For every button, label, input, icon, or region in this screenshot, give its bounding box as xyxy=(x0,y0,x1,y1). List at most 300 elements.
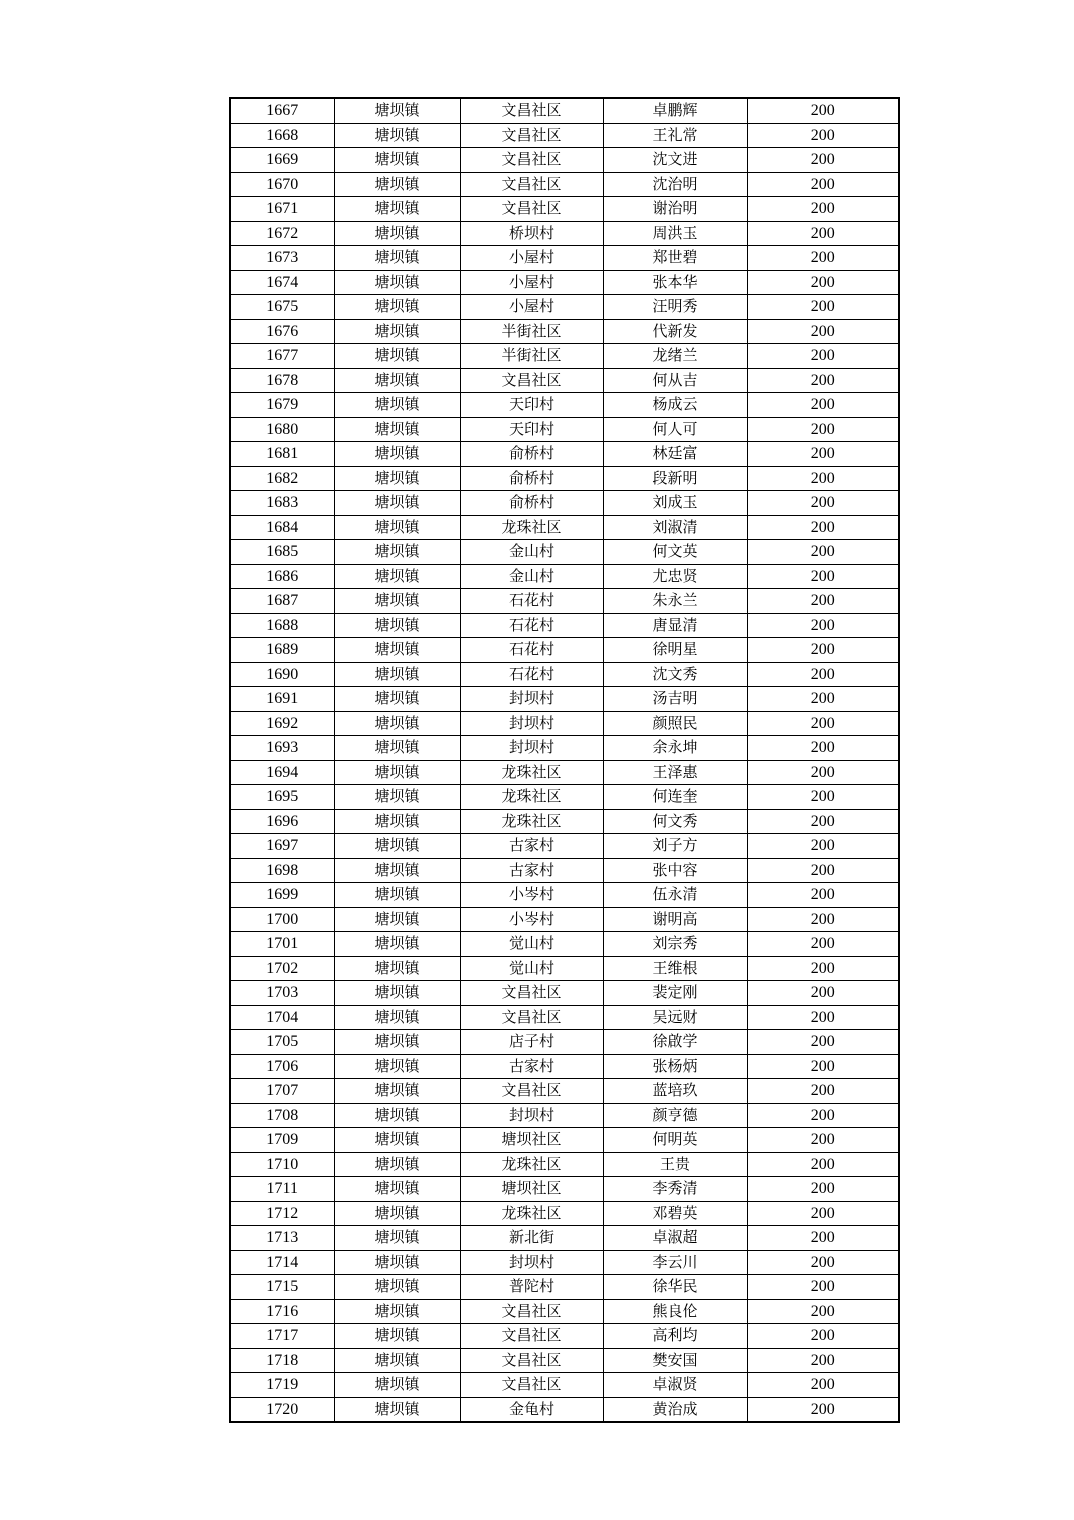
cell-town: 塘坝镇 xyxy=(334,932,460,957)
cell-name: 周洪玉 xyxy=(603,221,747,246)
table-row xyxy=(230,1397,899,1422)
cell-index: 1710 xyxy=(230,1152,334,1177)
table-row xyxy=(230,785,899,810)
cell-amount: 200 xyxy=(747,883,899,908)
cell-name: 卓鹏辉 xyxy=(603,98,747,123)
cell-town: 塘坝镇 xyxy=(334,956,460,981)
cell-village: 封坝村 xyxy=(460,1103,603,1128)
cell-village: 文昌社区 xyxy=(460,197,603,222)
table-row xyxy=(230,540,899,565)
cell-town: 塘坝镇 xyxy=(334,687,460,712)
cell-index: 1705 xyxy=(230,1030,334,1055)
cell-amount: 200 xyxy=(747,638,899,663)
cell-village: 店子村 xyxy=(460,1030,603,1055)
cell-name: 卓淑贤 xyxy=(603,1373,747,1398)
cell-village: 觉山村 xyxy=(460,956,603,981)
cell-amount: 200 xyxy=(747,662,899,687)
cell-amount: 200 xyxy=(747,1373,899,1398)
cell-village: 文昌社区 xyxy=(460,172,603,197)
cell-name: 裴定刚 xyxy=(603,981,747,1006)
cell-village: 小岑村 xyxy=(460,907,603,932)
table-row xyxy=(230,1299,899,1324)
cell-town: 塘坝镇 xyxy=(334,148,460,173)
cell-index: 1689 xyxy=(230,638,334,663)
cell-index: 1702 xyxy=(230,956,334,981)
cell-town: 塘坝镇 xyxy=(334,1201,460,1226)
cell-index: 1682 xyxy=(230,466,334,491)
cell-amount: 200 xyxy=(747,442,899,467)
cell-name: 高利均 xyxy=(603,1324,747,1349)
cell-amount: 200 xyxy=(747,515,899,540)
table-row xyxy=(230,736,899,761)
cell-amount: 200 xyxy=(747,540,899,565)
cell-name: 徐啟学 xyxy=(603,1030,747,1055)
cell-amount: 200 xyxy=(747,589,899,614)
cell-village: 文昌社区 xyxy=(460,1299,603,1324)
table-row xyxy=(230,907,899,932)
cell-amount: 200 xyxy=(747,613,899,638)
cell-name: 黄治成 xyxy=(603,1397,747,1422)
cell-town: 塘坝镇 xyxy=(334,1128,460,1153)
cell-town: 塘坝镇 xyxy=(334,613,460,638)
table-row xyxy=(230,1177,899,1202)
cell-village: 金山村 xyxy=(460,564,603,589)
table-row xyxy=(230,1054,899,1079)
table-row xyxy=(230,98,899,123)
cell-index: 1673 xyxy=(230,246,334,271)
cell-village: 俞桥村 xyxy=(460,491,603,516)
cell-index: 1709 xyxy=(230,1128,334,1153)
cell-name: 邓碧英 xyxy=(603,1201,747,1226)
cell-village: 新北街 xyxy=(460,1226,603,1251)
cell-amount: 200 xyxy=(747,687,899,712)
cell-village: 石花村 xyxy=(460,613,603,638)
cell-town: 塘坝镇 xyxy=(334,221,460,246)
table-row xyxy=(230,1201,899,1226)
cell-index: 1719 xyxy=(230,1373,334,1398)
cell-amount: 200 xyxy=(747,197,899,222)
cell-amount: 200 xyxy=(747,785,899,810)
cell-name: 何人可 xyxy=(603,417,747,442)
cell-index: 1687 xyxy=(230,589,334,614)
cell-name: 何明英 xyxy=(603,1128,747,1153)
cell-index: 1707 xyxy=(230,1079,334,1104)
cell-name: 郑世碧 xyxy=(603,246,747,271)
cell-name: 徐华民 xyxy=(603,1275,747,1300)
cell-amount: 200 xyxy=(747,368,899,393)
cell-name: 何从吉 xyxy=(603,368,747,393)
cell-village: 石花村 xyxy=(460,638,603,663)
cell-index: 1677 xyxy=(230,344,334,369)
cell-amount: 200 xyxy=(747,270,899,295)
cell-amount: 200 xyxy=(747,98,899,123)
table-row xyxy=(230,123,899,148)
cell-town: 塘坝镇 xyxy=(334,246,460,271)
cell-index: 1720 xyxy=(230,1397,334,1422)
cell-index: 1680 xyxy=(230,417,334,442)
cell-town: 塘坝镇 xyxy=(334,1177,460,1202)
cell-name: 何文英 xyxy=(603,540,747,565)
cell-name: 李云川 xyxy=(603,1250,747,1275)
cell-village: 桥坝村 xyxy=(460,221,603,246)
cell-amount: 200 xyxy=(747,564,899,589)
cell-village: 文昌社区 xyxy=(460,981,603,1006)
table-row xyxy=(230,319,899,344)
cell-amount: 200 xyxy=(747,393,899,418)
cell-name: 何文秀 xyxy=(603,809,747,834)
cell-name: 唐显清 xyxy=(603,613,747,638)
cell-amount: 200 xyxy=(747,1030,899,1055)
cell-village: 文昌社区 xyxy=(460,1324,603,1349)
cell-name: 汤吉明 xyxy=(603,687,747,712)
table-row xyxy=(230,246,899,271)
table-row xyxy=(230,197,899,222)
cell-town: 塘坝镇 xyxy=(334,638,460,663)
cell-amount: 200 xyxy=(747,907,899,932)
cell-name: 刘子方 xyxy=(603,834,747,859)
cell-town: 塘坝镇 xyxy=(334,98,460,123)
table-row xyxy=(230,1152,899,1177)
cell-name: 段新明 xyxy=(603,466,747,491)
cell-village: 龙珠社区 xyxy=(460,809,603,834)
table-row xyxy=(230,1250,899,1275)
cell-amount: 200 xyxy=(747,858,899,883)
cell-amount: 200 xyxy=(747,148,899,173)
cell-amount: 200 xyxy=(747,466,899,491)
cell-amount: 200 xyxy=(747,1177,899,1202)
cell-name: 吴远财 xyxy=(603,1005,747,1030)
cell-town: 塘坝镇 xyxy=(334,295,460,320)
cell-village: 天印村 xyxy=(460,417,603,442)
cell-village: 文昌社区 xyxy=(460,98,603,123)
cell-name: 徐明星 xyxy=(603,638,747,663)
cell-name: 朱永兰 xyxy=(603,589,747,614)
cell-amount: 200 xyxy=(747,246,899,271)
cell-town: 塘坝镇 xyxy=(334,466,460,491)
cell-village: 文昌社区 xyxy=(460,123,603,148)
cell-index: 1701 xyxy=(230,932,334,957)
cell-index: 1692 xyxy=(230,711,334,736)
cell-village: 俞桥村 xyxy=(460,442,603,467)
cell-village: 文昌社区 xyxy=(460,1005,603,1030)
cell-town: 塘坝镇 xyxy=(334,344,460,369)
table-row xyxy=(230,1324,899,1349)
cell-village: 小屋村 xyxy=(460,295,603,320)
table-row xyxy=(230,662,899,687)
cell-amount: 200 xyxy=(747,1275,899,1300)
cell-index: 1667 xyxy=(230,98,334,123)
cell-amount: 200 xyxy=(747,760,899,785)
cell-index: 1703 xyxy=(230,981,334,1006)
cell-village: 塘坝社区 xyxy=(460,1128,603,1153)
cell-amount: 200 xyxy=(747,1103,899,1128)
cell-village: 古家村 xyxy=(460,834,603,859)
table-row xyxy=(230,221,899,246)
cell-village: 龙珠社区 xyxy=(460,515,603,540)
table-row xyxy=(230,270,899,295)
table-row xyxy=(230,368,899,393)
cell-amount: 200 xyxy=(747,1324,899,1349)
cell-name: 沈文进 xyxy=(603,148,747,173)
cell-town: 塘坝镇 xyxy=(334,1030,460,1055)
cell-index: 1671 xyxy=(230,197,334,222)
cell-amount: 200 xyxy=(747,1201,899,1226)
cell-amount: 200 xyxy=(747,1079,899,1104)
cell-index: 1718 xyxy=(230,1348,334,1373)
cell-town: 塘坝镇 xyxy=(334,1250,460,1275)
table-row xyxy=(230,638,899,663)
cell-town: 塘坝镇 xyxy=(334,1226,460,1251)
cell-village: 龙珠社区 xyxy=(460,1201,603,1226)
cell-index: 1669 xyxy=(230,148,334,173)
cell-village: 文昌社区 xyxy=(460,1079,603,1104)
cell-index: 1690 xyxy=(230,662,334,687)
cell-amount: 200 xyxy=(747,1250,899,1275)
cell-amount: 200 xyxy=(747,1128,899,1153)
cell-name: 王维根 xyxy=(603,956,747,981)
cell-village: 文昌社区 xyxy=(460,368,603,393)
cell-town: 塘坝镇 xyxy=(334,368,460,393)
table-row xyxy=(230,466,899,491)
cell-town: 塘坝镇 xyxy=(334,540,460,565)
cell-name: 刘宗秀 xyxy=(603,932,747,957)
cell-name: 沈文秀 xyxy=(603,662,747,687)
cell-amount: 200 xyxy=(747,172,899,197)
cell-village: 半街社区 xyxy=(460,319,603,344)
cell-amount: 200 xyxy=(747,1226,899,1251)
table-row xyxy=(230,148,899,173)
cell-index: 1685 xyxy=(230,540,334,565)
cell-amount: 200 xyxy=(747,1152,899,1177)
cell-village: 文昌社区 xyxy=(460,1348,603,1373)
cell-amount: 200 xyxy=(747,956,899,981)
cell-index: 1676 xyxy=(230,319,334,344)
cell-town: 塘坝镇 xyxy=(334,1324,460,1349)
table-row xyxy=(230,1030,899,1055)
table-row xyxy=(230,442,899,467)
cell-name: 李秀清 xyxy=(603,1177,747,1202)
cell-index: 1684 xyxy=(230,515,334,540)
cell-index: 1672 xyxy=(230,221,334,246)
cell-town: 塘坝镇 xyxy=(334,123,460,148)
cell-amount: 200 xyxy=(747,736,899,761)
cell-name: 蓝培玖 xyxy=(603,1079,747,1104)
cell-town: 塘坝镇 xyxy=(334,736,460,761)
cell-index: 1695 xyxy=(230,785,334,810)
cell-town: 塘坝镇 xyxy=(334,491,460,516)
cell-village: 古家村 xyxy=(460,1054,603,1079)
cell-amount: 200 xyxy=(747,932,899,957)
cell-village: 封坝村 xyxy=(460,711,603,736)
cell-village: 龙珠社区 xyxy=(460,785,603,810)
table-row xyxy=(230,858,899,883)
cell-town: 塘坝镇 xyxy=(334,1348,460,1373)
cell-name: 伍永清 xyxy=(603,883,747,908)
cell-town: 塘坝镇 xyxy=(334,711,460,736)
table-row xyxy=(230,932,899,957)
cell-amount: 200 xyxy=(747,1299,899,1324)
cell-village: 封坝村 xyxy=(460,736,603,761)
cell-amount: 200 xyxy=(747,1348,899,1373)
cell-name: 谢治明 xyxy=(603,197,747,222)
cell-amount: 200 xyxy=(747,1005,899,1030)
cell-village: 金山村 xyxy=(460,540,603,565)
cell-town: 塘坝镇 xyxy=(334,1397,460,1422)
cell-town: 塘坝镇 xyxy=(334,1373,460,1398)
cell-town: 塘坝镇 xyxy=(334,834,460,859)
cell-name: 汪明秀 xyxy=(603,295,747,320)
cell-index: 1712 xyxy=(230,1201,334,1226)
cell-name: 代新发 xyxy=(603,319,747,344)
cell-name: 余永坤 xyxy=(603,736,747,761)
cell-index: 1694 xyxy=(230,760,334,785)
cell-name: 龙绪兰 xyxy=(603,344,747,369)
cell-index: 1713 xyxy=(230,1226,334,1251)
cell-village: 天印村 xyxy=(460,393,603,418)
table-row xyxy=(230,711,899,736)
cell-village: 半街社区 xyxy=(460,344,603,369)
cell-amount: 200 xyxy=(747,344,899,369)
table-row xyxy=(230,1005,899,1030)
table-row xyxy=(230,1348,899,1373)
cell-village: 文昌社区 xyxy=(460,148,603,173)
cell-town: 塘坝镇 xyxy=(334,981,460,1006)
cell-index: 1683 xyxy=(230,491,334,516)
cell-index: 1668 xyxy=(230,123,334,148)
cell-amount: 200 xyxy=(747,319,899,344)
cell-amount: 200 xyxy=(747,809,899,834)
cell-name: 刘成玉 xyxy=(603,491,747,516)
cell-town: 塘坝镇 xyxy=(334,172,460,197)
cell-name: 王泽惠 xyxy=(603,760,747,785)
cell-town: 塘坝镇 xyxy=(334,907,460,932)
cell-town: 塘坝镇 xyxy=(334,197,460,222)
cell-amount: 200 xyxy=(747,834,899,859)
cell-index: 1693 xyxy=(230,736,334,761)
table-row xyxy=(230,956,899,981)
cell-town: 塘坝镇 xyxy=(334,319,460,344)
cell-town: 塘坝镇 xyxy=(334,393,460,418)
cell-index: 1679 xyxy=(230,393,334,418)
cell-name: 卓淑超 xyxy=(603,1226,747,1251)
cell-index: 1715 xyxy=(230,1275,334,1300)
cell-amount: 200 xyxy=(747,1397,899,1422)
cell-town: 塘坝镇 xyxy=(334,417,460,442)
cell-town: 塘坝镇 xyxy=(334,564,460,589)
cell-name: 王礼常 xyxy=(603,123,747,148)
cell-name: 樊安国 xyxy=(603,1348,747,1373)
cell-name: 张本华 xyxy=(603,270,747,295)
cell-amount: 200 xyxy=(747,221,899,246)
cell-index: 1706 xyxy=(230,1054,334,1079)
cell-name: 杨成云 xyxy=(603,393,747,418)
cell-town: 塘坝镇 xyxy=(334,270,460,295)
cell-index: 1688 xyxy=(230,613,334,638)
cell-village: 文昌社区 xyxy=(460,1373,603,1398)
cell-amount: 200 xyxy=(747,123,899,148)
cell-town: 塘坝镇 xyxy=(334,662,460,687)
cell-town: 塘坝镇 xyxy=(334,858,460,883)
cell-village: 塘坝社区 xyxy=(460,1177,603,1202)
table-body xyxy=(230,98,899,1422)
cell-index: 1708 xyxy=(230,1103,334,1128)
cell-name: 刘淑清 xyxy=(603,515,747,540)
table-row xyxy=(230,491,899,516)
cell-index: 1678 xyxy=(230,368,334,393)
table-row xyxy=(230,417,899,442)
cell-name: 熊良伦 xyxy=(603,1299,747,1324)
table-row xyxy=(230,1226,899,1251)
cell-town: 塘坝镇 xyxy=(334,442,460,467)
cell-name: 何连奎 xyxy=(603,785,747,810)
cell-village: 小屋村 xyxy=(460,246,603,271)
cell-village: 石花村 xyxy=(460,589,603,614)
cell-amount: 200 xyxy=(747,491,899,516)
cell-index: 1714 xyxy=(230,1250,334,1275)
table-row xyxy=(230,809,899,834)
table-row xyxy=(230,1103,899,1128)
cell-village: 龙珠社区 xyxy=(460,1152,603,1177)
table-row xyxy=(230,834,899,859)
cell-name: 张杨炳 xyxy=(603,1054,747,1079)
cell-village: 小岑村 xyxy=(460,883,603,908)
table-row xyxy=(230,883,899,908)
table-row xyxy=(230,760,899,785)
table-row xyxy=(230,295,899,320)
table-row xyxy=(230,1275,899,1300)
table-row xyxy=(230,589,899,614)
cell-village: 觉山村 xyxy=(460,932,603,957)
table-row xyxy=(230,344,899,369)
table-row xyxy=(230,687,899,712)
cell-index: 1716 xyxy=(230,1299,334,1324)
cell-amount: 200 xyxy=(747,981,899,1006)
cell-name: 沈治明 xyxy=(603,172,747,197)
cell-name: 林廷富 xyxy=(603,442,747,467)
cell-town: 塘坝镇 xyxy=(334,1103,460,1128)
cell-village: 金龟村 xyxy=(460,1397,603,1422)
table-row xyxy=(230,564,899,589)
cell-index: 1691 xyxy=(230,687,334,712)
cell-index: 1697 xyxy=(230,834,334,859)
cell-index: 1700 xyxy=(230,907,334,932)
cell-amount: 200 xyxy=(747,1054,899,1079)
cell-index: 1670 xyxy=(230,172,334,197)
cell-town: 塘坝镇 xyxy=(334,589,460,614)
cell-town: 塘坝镇 xyxy=(334,1275,460,1300)
data-table xyxy=(229,97,900,1423)
table-row xyxy=(230,1079,899,1104)
cell-index: 1717 xyxy=(230,1324,334,1349)
cell-amount: 200 xyxy=(747,417,899,442)
cell-name: 颜照民 xyxy=(603,711,747,736)
cell-name: 颜亨德 xyxy=(603,1103,747,1128)
table-row xyxy=(230,981,899,1006)
cell-index: 1675 xyxy=(230,295,334,320)
cell-name: 王贵 xyxy=(603,1152,747,1177)
cell-village: 俞桥村 xyxy=(460,466,603,491)
table-row xyxy=(230,172,899,197)
cell-town: 塘坝镇 xyxy=(334,1152,460,1177)
cell-index: 1674 xyxy=(230,270,334,295)
cell-town: 塘坝镇 xyxy=(334,1005,460,1030)
cell-town: 塘坝镇 xyxy=(334,1054,460,1079)
cell-index: 1704 xyxy=(230,1005,334,1030)
table-row xyxy=(230,1128,899,1153)
cell-index: 1696 xyxy=(230,809,334,834)
cell-village: 石花村 xyxy=(460,662,603,687)
cell-town: 塘坝镇 xyxy=(334,1079,460,1104)
